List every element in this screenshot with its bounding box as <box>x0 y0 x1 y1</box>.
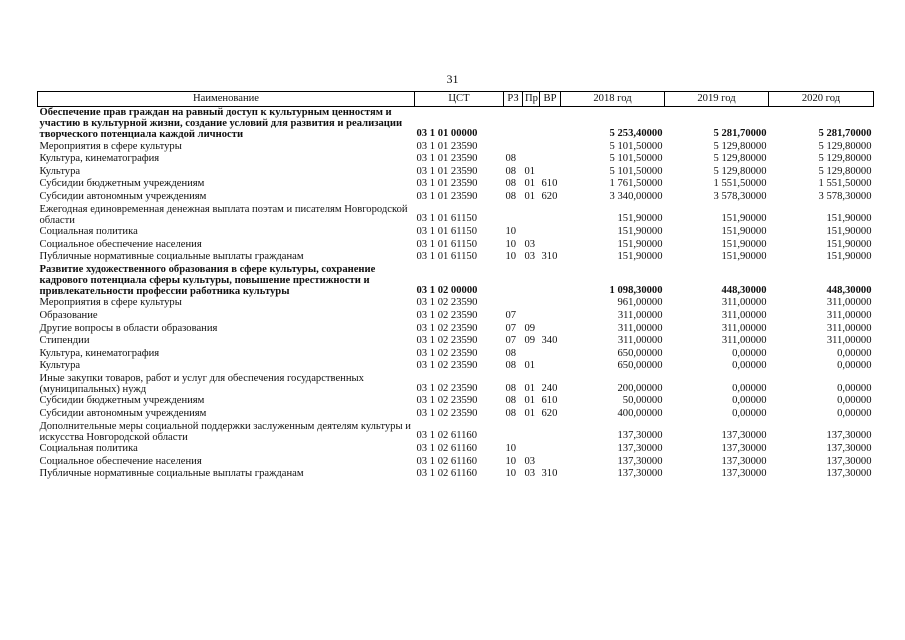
row-rz: 07 <box>505 335 517 347</box>
row-vr <box>540 204 561 226</box>
table-row <box>38 141 874 154</box>
row-rz <box>504 297 523 310</box>
table-row <box>38 239 874 252</box>
row-value-2018: 151,90000 <box>617 251 663 263</box>
row-value-2020: 3 578,30000 <box>818 190 872 202</box>
row-vr <box>540 264 561 298</box>
table-header-row <box>38 92 874 107</box>
col-header-name: Наименование <box>38 92 415 107</box>
row-value-2020: 0,00000 <box>837 395 872 407</box>
row-name: Культура, кинематография <box>39 153 160 165</box>
row-value-2019: 137,30000 <box>721 468 767 480</box>
row-name: Мероприятия в сфере культуры <box>39 297 182 309</box>
row-cst: 03 1 02 00000 <box>416 284 478 296</box>
row-value-2019: 137,30000 <box>721 442 767 454</box>
row-cst: 03 1 02 61160 <box>416 468 478 480</box>
row-value-2018: 151,90000 <box>617 213 663 225</box>
row-name: Ежегодная единовременная денежная выплата поэтам и писателям Новгородской области <box>39 203 408 226</box>
row-value-2018: 311,00000 <box>617 335 663 347</box>
row-vr <box>540 297 561 310</box>
row-name: Социальное обеспечение населения <box>39 238 202 250</box>
row-cst: 03 1 01 23590 <box>416 165 478 177</box>
row-rz <box>504 204 523 226</box>
row-vr <box>540 360 561 373</box>
row-value-2020: 5 281,70000 <box>818 128 872 140</box>
row-rz: 10 <box>505 455 517 467</box>
row-cst: 03 1 01 23590 <box>416 153 478 165</box>
row-value-2019: 151,90000 <box>721 225 767 237</box>
row-value-2019: 0,00000 <box>732 407 767 419</box>
row-value-2020: 151,90000 <box>826 225 872 237</box>
row-value-2019: 151,90000 <box>721 238 767 250</box>
row-cst: 03 1 02 23590 <box>416 360 478 372</box>
row-cst: 03 1 02 23590 <box>416 382 478 394</box>
row-rz: 08 <box>505 395 517 407</box>
row-value-2019: 0,00000 <box>732 347 767 359</box>
row-cst: 03 1 01 61150 <box>416 251 478 263</box>
row-name: Субсидии бюджетным учреждениям <box>39 395 205 407</box>
row-vr: 620 <box>541 407 558 419</box>
row-vr: 620 <box>541 190 558 202</box>
budget-table <box>37 91 874 481</box>
row-rz: 10 <box>505 442 517 454</box>
row-rz: 07 <box>505 322 517 334</box>
row-rz <box>504 107 523 141</box>
row-name: Другие вопросы в области образования <box>39 322 218 334</box>
page-number: 31 <box>446 72 459 86</box>
row-value-2018: 5 253,40000 <box>609 128 663 140</box>
row-name: Публичные нормативные социальные выплаты гражданам <box>39 251 304 263</box>
table-row <box>38 310 874 323</box>
row-value-2019: 311,00000 <box>721 309 767 321</box>
row-value-2018: 650,00000 <box>617 347 663 359</box>
row-value-2020: 137,30000 <box>826 442 872 454</box>
row-value-2019: 311,00000 <box>721 335 767 347</box>
row-cst: 03 1 02 23590 <box>416 297 478 309</box>
row-value-2018: 137,30000 <box>617 442 663 454</box>
table-row <box>38 264 874 298</box>
row-vr: 310 <box>541 468 558 480</box>
table-row <box>38 360 874 373</box>
table-row <box>38 395 874 408</box>
table-row <box>38 204 874 226</box>
row-value-2019: 137,30000 <box>721 455 767 467</box>
row-value-2020: 151,90000 <box>826 251 872 263</box>
row-pr: 01 <box>524 407 536 419</box>
row-value-2019: 151,90000 <box>721 213 767 225</box>
row-name: Обеспечение прав граждан на равный доступ к культурным ценностям и участию в культурной жизни, создание условий для развития и реализации творческого потенциала каждой личности <box>39 107 403 141</box>
row-cst: 03 1 02 23590 <box>416 407 478 419</box>
row-pr: 01 <box>524 360 536 372</box>
col-header-pr: Пр <box>523 92 540 107</box>
row-vr <box>540 153 561 166</box>
row-value-2019: 448,30000 <box>721 284 767 296</box>
row-vr <box>540 323 561 336</box>
row-value-2020: 137,30000 <box>826 430 872 442</box>
row-value-2018: 3 340,00000 <box>609 190 663 202</box>
table-row <box>38 421 874 443</box>
col-header-cst: ЦСТ <box>415 92 504 107</box>
row-name: Публичные нормативные социальные выплаты гражданам <box>39 468 304 480</box>
row-value-2019: 311,00000 <box>721 322 767 334</box>
row-value-2019: 5 129,80000 <box>713 153 767 165</box>
row-value-2018: 650,00000 <box>617 360 663 372</box>
row-pr <box>523 310 540 323</box>
table-row <box>38 297 874 310</box>
row-pr: 01 <box>524 190 536 202</box>
row-pr <box>523 421 540 443</box>
row-rz: 08 <box>505 360 517 372</box>
row-vr: 310 <box>541 251 558 263</box>
row-value-2019: 311,00000 <box>721 297 767 309</box>
row-vr <box>540 443 561 456</box>
row-rz: 08 <box>505 347 517 359</box>
row-pr: 01 <box>524 382 536 394</box>
row-value-2020: 151,90000 <box>826 213 872 225</box>
row-pr: 03 <box>524 251 536 263</box>
row-pr <box>523 443 540 456</box>
row-cst: 03 1 02 23590 <box>416 347 478 359</box>
row-value-2020: 311,00000 <box>826 297 872 309</box>
row-vr <box>540 456 561 469</box>
row-value-2019: 0,00000 <box>732 382 767 394</box>
row-name: Субсидии автономным учреждениям <box>39 407 207 419</box>
row-cst: 03 1 01 23590 <box>416 178 478 190</box>
row-vr <box>540 310 561 323</box>
row-cst: 03 1 01 23590 <box>416 190 478 202</box>
row-vr <box>540 239 561 252</box>
row-value-2020: 5 129,80000 <box>818 140 872 152</box>
row-rz: 08 <box>505 165 517 177</box>
row-pr: 01 <box>524 165 536 177</box>
row-rz: 08 <box>505 382 517 394</box>
table-row <box>38 443 874 456</box>
row-value-2019: 0,00000 <box>732 360 767 372</box>
col-header-2018: 2018 год <box>561 92 665 107</box>
row-pr: 03 <box>524 238 536 250</box>
row-value-2018: 137,30000 <box>617 468 663 480</box>
row-name: Мероприятия в сфере культуры <box>39 140 182 152</box>
row-name: Иные закупки товаров, работ и услуг для обеспечения государственных (муниципальных) нужд <box>39 372 364 396</box>
row-name: Развитие художественного образования в сфере культуры, сохранение кадрового потенциала сферы культуры, повышение престижности и привлекательности профессии работника культуры <box>39 263 376 298</box>
row-value-2018: 961,00000 <box>617 297 663 309</box>
col-header-2020: 2020 год <box>769 92 874 107</box>
row-rz: 10 <box>505 468 517 480</box>
row-value-2018: 137,30000 <box>617 455 663 467</box>
row-value-2020: 0,00000 <box>837 347 872 359</box>
table-row <box>38 348 874 361</box>
row-vr: 340 <box>541 335 558 347</box>
col-header-2019: 2019 год <box>665 92 769 107</box>
row-name: Субсидии автономным учреждениям <box>39 190 207 202</box>
row-name: Социальная политика <box>39 225 138 237</box>
row-value-2019: 137,30000 <box>721 430 767 442</box>
row-cst: 03 1 02 23590 <box>416 335 478 347</box>
row-rz <box>504 264 523 298</box>
row-pr <box>523 264 540 298</box>
row-rz <box>504 421 523 443</box>
table-row <box>38 191 874 204</box>
row-value-2020: 0,00000 <box>837 360 872 372</box>
row-pr <box>523 204 540 226</box>
row-cst: 03 1 02 23590 <box>416 309 478 321</box>
row-value-2020: 137,30000 <box>826 455 872 467</box>
row-rz: 08 <box>505 178 517 190</box>
row-vr <box>540 166 561 179</box>
row-value-2019: 3 578,30000 <box>713 190 767 202</box>
table-row <box>38 468 874 481</box>
row-pr: 03 <box>524 455 536 467</box>
col-header-rz: РЗ <box>504 92 523 107</box>
row-vr <box>540 107 561 141</box>
row-value-2018: 1 098,30000 <box>609 284 663 296</box>
row-value-2019: 5 129,80000 <box>713 140 767 152</box>
row-name: Социальное обеспечение населения <box>39 455 202 467</box>
row-cst: 03 1 02 61160 <box>416 442 478 454</box>
row-value-2020: 311,00000 <box>826 322 872 334</box>
row-rz: 08 <box>505 153 517 165</box>
row-pr <box>523 348 540 361</box>
row-name: Социальная политика <box>39 442 138 454</box>
row-value-2018: 5 101,50000 <box>609 165 663 177</box>
row-rz <box>504 141 523 154</box>
row-value-2020: 311,00000 <box>826 309 872 321</box>
row-vr: 610 <box>541 395 558 407</box>
row-vr <box>540 226 561 239</box>
row-rz: 07 <box>505 309 517 321</box>
row-rz: 10 <box>505 238 517 250</box>
row-vr <box>540 141 561 154</box>
row-vr: 240 <box>541 382 558 394</box>
table-row <box>38 408 874 421</box>
row-cst: 03 1 01 23590 <box>416 140 478 152</box>
row-value-2020: 0,00000 <box>837 382 872 394</box>
table-row <box>38 456 874 469</box>
row-value-2018: 200,00000 <box>617 382 663 394</box>
row-value-2019: 5 129,80000 <box>713 165 767 177</box>
row-vr <box>540 421 561 443</box>
col-header-vr: ВР <box>540 92 561 107</box>
row-value-2018: 311,00000 <box>617 309 663 321</box>
row-value-2020: 5 129,80000 <box>818 165 872 177</box>
row-pr: 01 <box>524 395 536 407</box>
row-cst: 03 1 02 61160 <box>416 455 478 467</box>
row-name: Образование <box>39 309 98 321</box>
row-rz: 08 <box>505 190 517 202</box>
row-pr: 03 <box>524 468 536 480</box>
row-value-2019: 5 281,70000 <box>713 128 767 140</box>
row-value-2018: 1 761,50000 <box>609 178 663 190</box>
row-value-2019: 151,90000 <box>721 251 767 263</box>
row-cst: 03 1 02 61160 <box>416 430 478 442</box>
row-pr: 09 <box>524 322 536 334</box>
row-pr: 01 <box>524 178 536 190</box>
row-pr <box>523 107 540 141</box>
row-value-2020: 1 551,50000 <box>818 178 872 190</box>
row-cst: 03 1 02 23590 <box>416 322 478 334</box>
row-value-2018: 50,00000 <box>622 395 663 407</box>
row-value-2020: 151,90000 <box>826 238 872 250</box>
row-cst: 03 1 01 61150 <box>416 213 478 225</box>
row-value-2020: 5 129,80000 <box>818 153 872 165</box>
row-pr <box>523 153 540 166</box>
table-row <box>38 153 874 166</box>
row-rz: 08 <box>505 407 517 419</box>
row-cst: 03 1 01 00000 <box>416 128 478 140</box>
row-name: Культура, кинематография <box>39 347 160 359</box>
row-name: Дополнительные меры социальной поддержки заслуженным деятелям культуры и искусства Новгородской области <box>39 420 411 443</box>
row-name: Культура <box>39 165 81 177</box>
table-row <box>38 373 874 395</box>
row-rz: 10 <box>505 225 517 237</box>
row-value-2018: 311,00000 <box>617 322 663 334</box>
row-vr <box>540 348 561 361</box>
row-name: Культура <box>39 360 81 372</box>
row-value-2020: 311,00000 <box>826 335 872 347</box>
row-pr: 09 <box>524 335 536 347</box>
table-row <box>38 107 874 141</box>
table-row <box>38 226 874 239</box>
table-row <box>38 166 874 179</box>
table-row <box>38 251 874 264</box>
row-value-2018: 5 101,50000 <box>609 140 663 152</box>
table-row <box>38 178 874 191</box>
row-rz: 10 <box>505 251 517 263</box>
row-value-2018: 151,90000 <box>617 238 663 250</box>
row-cst: 03 1 01 61150 <box>416 238 478 250</box>
row-cst: 03 1 02 23590 <box>416 395 478 407</box>
row-value-2018: 5 101,50000 <box>609 153 663 165</box>
row-pr <box>523 297 540 310</box>
row-value-2018: 137,30000 <box>617 430 663 442</box>
row-vr: 610 <box>541 178 558 190</box>
row-value-2018: 400,00000 <box>617 407 663 419</box>
row-value-2019: 1 551,50000 <box>713 178 767 190</box>
table-row <box>38 335 874 348</box>
row-cst: 03 1 01 61150 <box>416 225 478 237</box>
row-value-2019: 0,00000 <box>732 395 767 407</box>
row-pr <box>523 226 540 239</box>
row-name: Стипендии <box>39 335 90 347</box>
row-pr <box>523 141 540 154</box>
row-name: Субсидии бюджетным учреждениям <box>39 178 205 190</box>
row-value-2018: 151,90000 <box>617 225 663 237</box>
table-row <box>38 323 874 336</box>
row-value-2020: 0,00000 <box>837 407 872 419</box>
row-value-2020: 448,30000 <box>826 284 872 296</box>
row-value-2020: 137,30000 <box>826 468 872 480</box>
